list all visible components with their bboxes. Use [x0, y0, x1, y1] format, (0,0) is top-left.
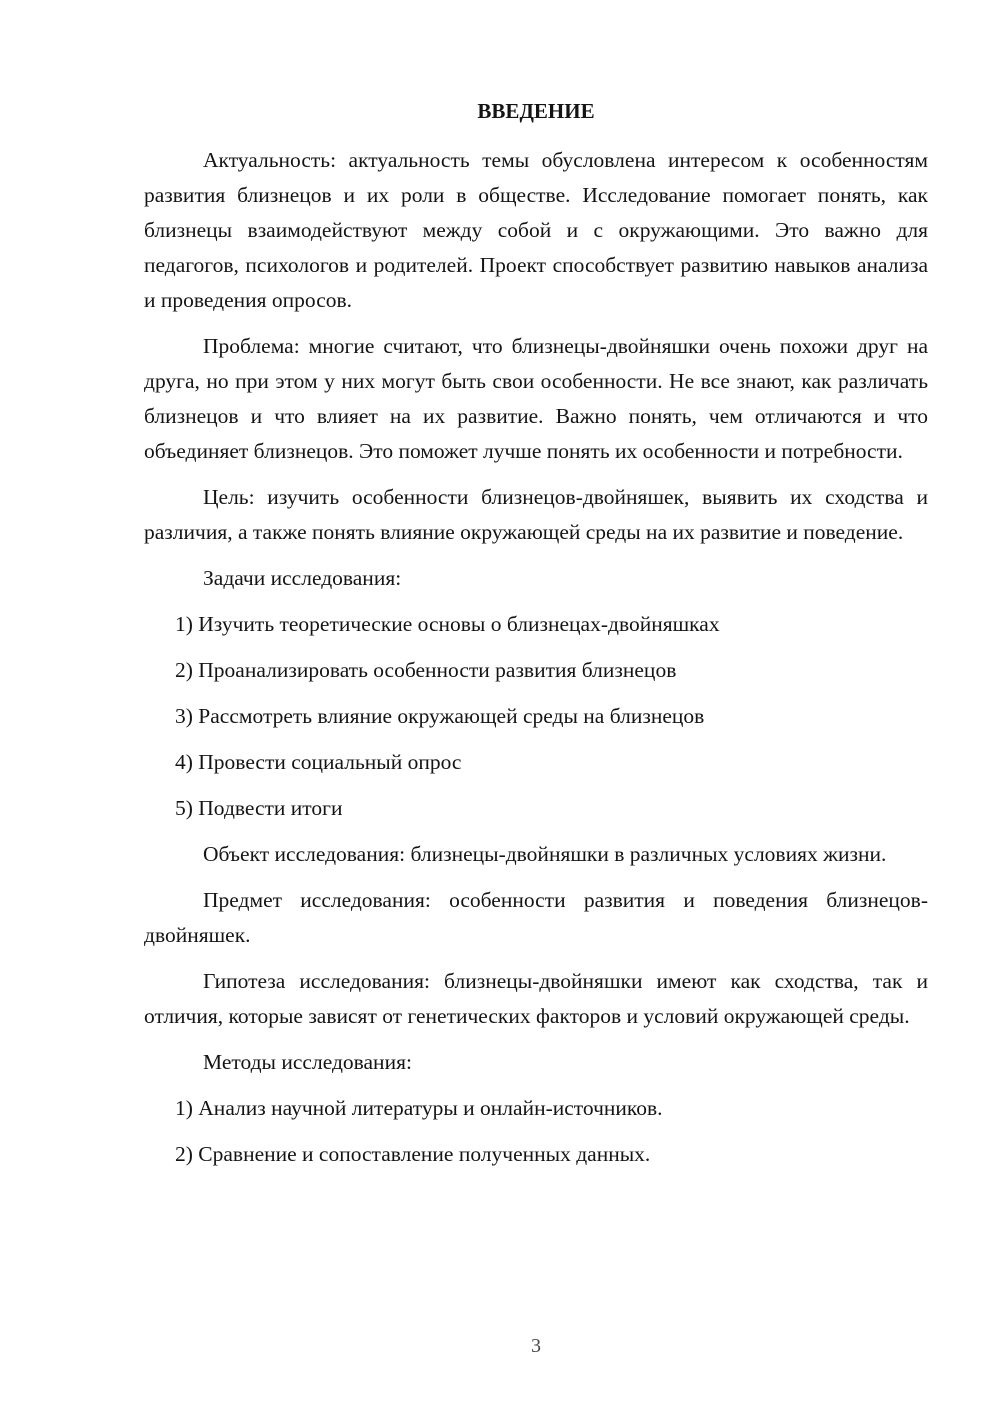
relevance-paragraph: Актуальность: актуальность темы обусловлена интересом к особенностям развития близнецов и их роли в обществе. Исследование помогает понять, как близнецы взаимодействуют между собой и с окружающими. Это важно для педагогов, психологов и родителей. Проект способствует развитию навыков анализа и проведения опросов. [144, 148, 928, 312]
tasks-heading: Задачи исследования: [203, 566, 402, 590]
hypothesis-paragraph: Гипотеза исследования: близнецы-двойняшки имеют как сходства, так и отличия, которые зависят от генетических факторов и условий окружающей среды. [144, 969, 928, 1028]
tasks-list [144, 607, 928, 826]
task-item: 2) Проанализировать особенности развития близнецов [175, 658, 677, 682]
methods-list [144, 1091, 928, 1172]
goal-paragraph: Цель: изучить особенности близнецов-двойняшек, выявить их сходства и различия, а также понять влияние окружающей среды на их развитие и поведение. [144, 485, 928, 544]
task-item: 1) Изучить теоретические основы о близнецах-двойняшках [175, 612, 720, 636]
document-body [144, 143, 928, 1183]
subject-paragraph: Предмет исследования: особенности развития и поведения близнецов-двойняшек. [144, 888, 928, 947]
section-title: ВВЕДЕНИЕ [477, 99, 595, 123]
problem-paragraph: Проблема: многие считают, что близнецы-двойняшки очень похожи друг на друга, но при этом у них могут быть свои особенности. Не все знают, как различать близнецов и что влияет на их развитие. Важно понять, чем отличаются и что объединяет близнецов. Это поможет лучше понять их особенности и потребности. [144, 334, 928, 463]
task-item: 4) Провести социальный опрос [175, 750, 462, 774]
page-number: 3 [531, 1335, 541, 1357]
method-item: 2) Сравнение и сопоставление полученных данных. [175, 1142, 651, 1166]
methods-heading: Методы исследования: [203, 1050, 412, 1074]
task-item: 3) Рассмотреть влияние окружающей среды на близнецов [175, 704, 705, 728]
object-paragraph: Объект исследования: близнецы-двойняшки в различных условиях жизни. [203, 842, 887, 866]
task-item: 5) Подвести итоги [175, 796, 343, 820]
method-item: 1) Анализ научной литературы и онлайн-источников. [175, 1096, 663, 1120]
